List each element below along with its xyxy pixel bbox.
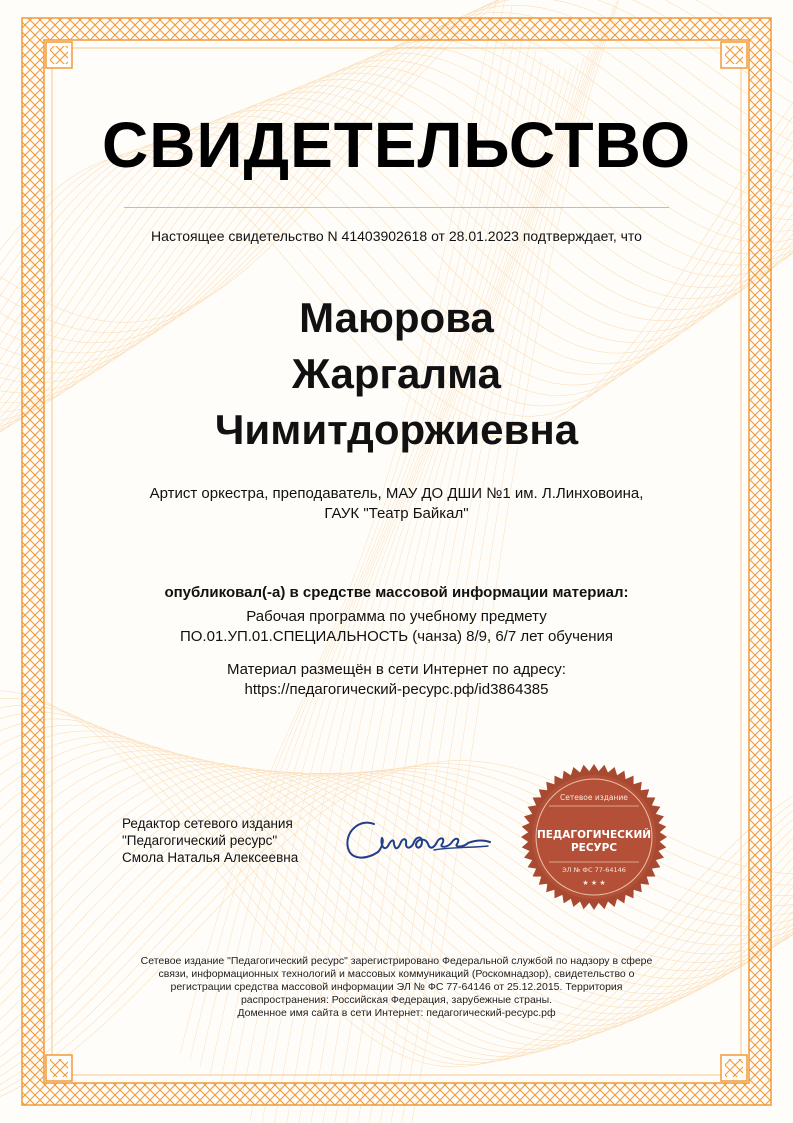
seal-title-line1: ПЕДАГОГИЧЕСКИЙ <box>536 829 652 841</box>
certificate-title: СВИДЕТЕЛЬСТВО <box>102 109 691 181</box>
address-url: https://педагогический-ресурс.рф/id3864385 <box>244 681 549 698</box>
recipient-surname: Маюрова <box>299 294 494 341</box>
footer-line: регистрации средства массовой информации ЭЛ № ФС 77-64146 от 25.12.2015. Территория <box>170 981 623 993</box>
published-heading: опубликовал(-а) в средстве массовой информации материал: <box>164 584 629 601</box>
footer-line: связи, информационных технологий и массовых коммуникаций (Роскомнадзор), свидетельство о <box>158 968 635 980</box>
registration-footer <box>0 955 793 1020</box>
recipient-patronymic: Чимитдоржиевна <box>214 406 579 453</box>
editor-name: Смола Наталья Алексеевна <box>122 850 299 865</box>
footer-line: Доменное имя сайта в сети Интернет: педагогический-ресурс.рф <box>237 1007 556 1019</box>
footer-line: Сетевое издание "Педагогический ресурс" зарегистрировано Федеральной службой по надзору в сфере <box>140 955 653 967</box>
editor-signature <box>338 810 498 870</box>
recipient-position <box>0 484 793 524</box>
material-title <box>0 607 793 647</box>
position-line: Артист оркестра, преподаватель, МАУ ДО ДШИ №1 им. Л.Линховоина, <box>149 485 644 502</box>
recipient-first-name: Жаргалма <box>292 350 501 397</box>
address-label: Материал размещён в сети Интернет по адресу: <box>227 661 566 678</box>
footer-line: распространения: Российская Федерация, зарубежные страны. <box>240 994 553 1006</box>
editor-block <box>122 815 298 866</box>
material-address <box>0 660 793 700</box>
title-divider <box>124 207 669 208</box>
seal-reg-text: ЭЛ № ФС 77-64146 <box>562 866 626 874</box>
material-line: Рабочая программа по учебному предмету <box>246 608 547 625</box>
seal-title-line2: РЕСУРС <box>570 842 618 854</box>
recipient-name <box>0 290 793 458</box>
material-line: ПО.01.УП.01.СПЕЦИАЛЬНОСТЬ (чанза) 8/9, 6/7 лет обучения <box>179 628 614 645</box>
seal-stars: ★ ★ ★ <box>582 879 606 887</box>
editor-line: "Педагогический ресурс" <box>122 833 278 848</box>
position-line: ГАУК "Театр Байкал" <box>324 505 469 522</box>
seal-top-text: Сетевое издание <box>560 793 628 802</box>
editor-line: Редактор сетевого издания <box>122 816 293 831</box>
certificate-intro: Настоящее свидетельство N 41403902618 от 28.01.2023 подтверждает, что <box>151 228 642 244</box>
publisher-seal <box>519 762 669 912</box>
